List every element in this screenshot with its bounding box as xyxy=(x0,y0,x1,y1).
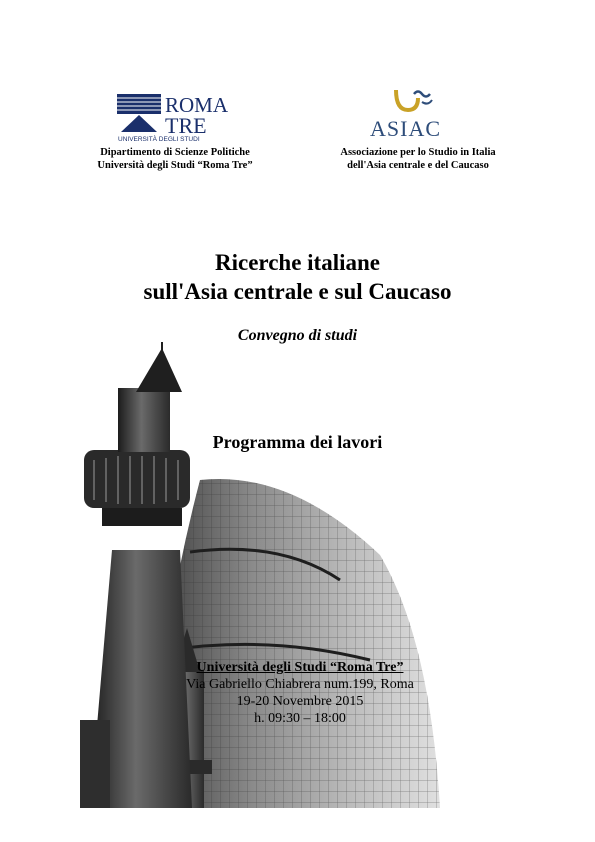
title-line-2: sull'Asia centrale e sul Caucaso xyxy=(143,279,452,304)
venue-info xyxy=(160,659,440,727)
venue-name: Università degli Studi “Roma Tre” xyxy=(196,660,404,675)
department-name: Dipartimento di Scienze Politiche xyxy=(100,147,250,158)
asiac-logo xyxy=(366,86,462,142)
venue-hours: h. 09:30 – 18:00 xyxy=(254,711,346,726)
tre-wordmark: TRE xyxy=(165,113,207,138)
roma-tre-logo xyxy=(115,88,233,144)
section-heading: Programma dei lavori xyxy=(212,432,383,452)
minaret-tower-photo xyxy=(40,340,442,808)
asiac-caption-line1: Associazione per lo Studio in Italia xyxy=(340,147,496,158)
asiac-caption-line2: dell'Asia centrale e del Caucaso xyxy=(347,160,489,171)
asiac-wordmark: ASIAC xyxy=(370,116,442,141)
roma-tre-caption xyxy=(70,146,280,172)
venue-address: Via Gabriello Chiabrera num.199, Roma xyxy=(186,677,414,692)
university-name: Università degli Studi “Roma Tre” xyxy=(97,160,253,171)
venue-dates: 19-20 Novembre 2015 xyxy=(236,694,364,709)
page-title xyxy=(0,248,595,306)
asiac-caption xyxy=(318,146,518,172)
roma-small-text: UNIVERSITÀ DEGLI STUDI xyxy=(118,136,200,143)
subtitle: Convegno di studi xyxy=(237,327,358,344)
roma-wordmark: ROMA xyxy=(165,93,229,117)
title-line-1: Ricerche italiane xyxy=(215,250,380,275)
